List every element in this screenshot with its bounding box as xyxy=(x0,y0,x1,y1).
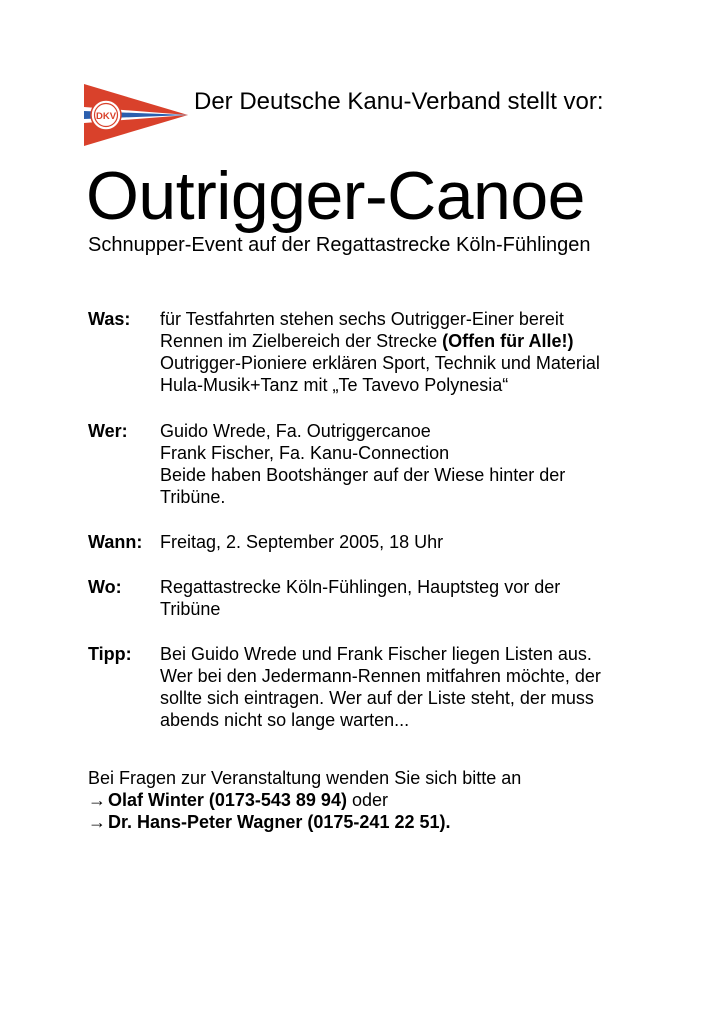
section-line: Tribüne. xyxy=(160,487,226,507)
section-line: Freitag, 2. September 2005, 18 Uhr xyxy=(160,532,444,552)
pennant-emblem-text: DKV xyxy=(95,111,117,122)
contact-person-2 xyxy=(88,811,648,833)
page-subtitle: Schnupper-Event auf der Regattastrecke Köln-Fühlingen xyxy=(88,234,591,256)
section-lines xyxy=(160,643,650,731)
arrow-right-icon: → xyxy=(88,812,106,832)
section-lines xyxy=(160,420,650,508)
section-label: Was: xyxy=(88,309,131,329)
section-lines xyxy=(160,308,650,396)
section-label: Tipp: xyxy=(88,644,132,664)
section-lines xyxy=(160,576,650,620)
section-line: Outrigger-Pioniere erklären Sport, Technik und Material xyxy=(160,353,600,373)
section-line: Wer bei den Jedermann-Rennen mitfahren möchte, der xyxy=(160,666,601,686)
section-line: abends nicht so lange warten... xyxy=(160,710,410,730)
section-line: Beide haben Bootshänger auf der Wiese hinter der xyxy=(160,465,566,485)
contact-person-2-name: Dr. Hans-Peter Wagner (0175-241 22 51). xyxy=(108,812,451,832)
section-line: Bei Guido Wrede und Frank Fischer liegen Listen aus. xyxy=(160,644,592,664)
section-line: für Testfahrten stehen sechs Outrigger-Einer bereit xyxy=(160,309,564,329)
contact-block xyxy=(88,767,648,833)
section-label: Wo: xyxy=(88,577,122,597)
contact-person-1-suffix: oder xyxy=(346,790,388,810)
section-line: Frank Fischer, Fa. Kanu-Connection xyxy=(160,443,450,463)
section-line: Hula-Musik+Tanz mit „Te Tavevo Polynesia“ xyxy=(160,375,509,395)
section-line xyxy=(160,330,650,352)
section-label: Wann: xyxy=(88,532,143,552)
section-line: Guido Wrede, Fa. Outriggercanoe xyxy=(160,421,431,441)
highlight-open-for-all: (Offen für Alle!) xyxy=(442,331,574,351)
section-lines xyxy=(160,531,650,553)
arrow-right-icon: → xyxy=(88,790,106,810)
contact-person-1 xyxy=(88,789,648,811)
section-line-text: Rennen im Zielbereich der Strecke xyxy=(160,331,443,351)
section-line: Regattastrecke Köln-Fühlingen, Hauptsteg vor der xyxy=(160,577,561,597)
presenter-line: Der Deutsche Kanu-Verband stellt vor: xyxy=(194,88,604,115)
dkv-pennant-logo xyxy=(84,84,188,146)
contact-intro: Bei Fragen zur Veranstaltung wenden Sie sich bitte an xyxy=(88,768,522,788)
page-title: Outrigger-Canoe xyxy=(86,158,585,234)
section-line: Tribüne xyxy=(160,599,221,619)
section-line: sollte sich eintragen. Wer auf der Liste steht, der muss xyxy=(160,688,594,708)
contact-person-1-name: Olaf Winter (0173-543 89 94) xyxy=(108,790,347,810)
section-label: Wer: xyxy=(88,421,128,441)
